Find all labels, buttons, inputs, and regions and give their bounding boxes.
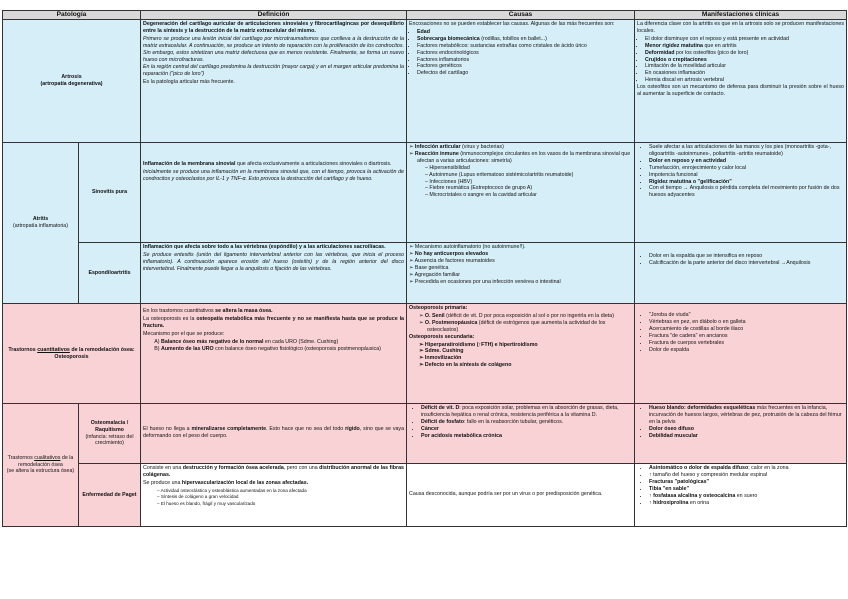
paget-def1: Consiste en una destrucción y formación ósea acelerada, pero con una distribución anormal de las fibras colágenas.	[143, 465, 404, 478]
osteoporosis-prim-list	[409, 313, 632, 334]
sinovitis-def-main: Inflamación de la membrana sinovial que afecta exclusivamente a articulaciones sinoviales o diartrosis.	[143, 161, 392, 167]
list-item: • Con el tiempo → Anquilosis o pérdida completa del movimiento por fusión de dos huesos adyacentes	[649, 185, 844, 199]
osteoporosis-manifestations	[635, 304, 847, 404]
header-row	[3, 11, 847, 20]
sinovitis-name: Sinovitis pura	[79, 143, 141, 243]
list-item: ➢ Reacción inmune (inmunocomplejos circulantes en los vasos de la membrana sinovial que afectan a varias articulaciones: simetría) – Hipersensibilidad – Autoinmune (Lupus eritematoso sistémico/artritis reumatoide) – Infecciones (HBV) – Fiebre reumática (Estreptococo de grupo A) – Microcristales o sangre en la cavidad articular	[417, 151, 632, 199]
list-item: • Crujidos o crepitaciones	[645, 57, 844, 64]
artritis-name: Atritis	[32, 216, 49, 223]
list-item: – Hipersensibilidad	[433, 165, 632, 172]
list-item: • Dolor óseo difuso	[649, 426, 844, 433]
paget-name: Enfermedad de Paget	[79, 464, 141, 527]
list-item: • Calcificación de la parte anterior del disco intervertebral →Anquilosis	[649, 260, 844, 267]
header-definicion: Definición	[141, 11, 407, 20]
list-item: • Edad	[417, 29, 632, 36]
artrosis-def-italic2: En la región central del cartílago predomina la destrucción (mayor carga) y en el margen articular predomina la reparación ("pico de loro")	[143, 64, 404, 78]
list-item: • Fracturas "patológicas"	[649, 479, 844, 486]
list-item: • Menor rigidez matutina que en artritis	[645, 43, 844, 50]
list-item: ➢ Infección articular (virus y bacterias)	[417, 144, 632, 151]
artrosis-def-last: Es la patología articular más frecuente.	[143, 79, 235, 86]
osteoporosis-definition	[141, 304, 407, 404]
list-item: • Dolor en reposo y en actividad	[649, 158, 844, 165]
list-item: • En ocasiones inflamación	[645, 70, 844, 77]
list-item: – Fiebre reumática (Estreptococo de grupo A)	[433, 185, 632, 192]
artrosis-def-italic: Primero se produce una lesión inicial del cartílago por microtraumatismos que conlleva a la destrucción de la matriz extracelular. A continuación, se produce un intento de reparación con la proliferación de los condrocitos. Sin embargo, estos sintetizan una matriz defectuosa que es menos resistente. Finalmente, se forma un nuevo hueso con microfracturas.	[143, 35, 404, 63]
artrosis-definition	[141, 20, 407, 143]
osteomalacia-sub: (infancia: retraso del crecimiento)	[85, 433, 134, 447]
osteoporosis-causes	[407, 304, 635, 404]
espondilo-causes	[407, 243, 635, 304]
artritis-sub: (artropatía inflamatoria)	[12, 223, 69, 229]
list-item: ➢ Agregación familiar	[417, 272, 632, 279]
list-item: – El hueso es blando, frágil y muy vascularizado	[165, 501, 404, 507]
list-item: • Factores genéticos	[417, 63, 632, 70]
osteoporosis-def1: En los trastornos cuantitativos se altera la masa ósea.	[143, 308, 273, 314]
sinovitis-def-italic: Inicialmente se produce una inflamación en la membrana sinovial que, con el tiempo, provoca la activación de condrocitos y osteoclastos por IL-1 y TNF-α. Esto provoca la destrucción del cartílago y de hueso.	[143, 168, 404, 182]
sinovitis-causes-list	[409, 144, 632, 199]
artrosis-causes	[407, 20, 635, 143]
espondilo-name: Espondiloartritis	[79, 243, 141, 304]
espondilo-def-bold: Inflamación que afecta sobre todo a las vértebras (espóndilo) y a las articulaciones sacroilíacas.	[143, 244, 386, 250]
paget-man-list	[637, 465, 844, 506]
list-item: A. Balance óseo más negativo de lo normal en cada URO (Sdme. Cushing)	[161, 339, 404, 346]
espondilo-man-list	[637, 253, 844, 267]
osteomalacia-def: El hueso no llega a mineralizarse completamente. Esto hace que no sea del todo rígido, sino que se vaya deformando con el peso del cuerpo.	[143, 426, 405, 439]
paget-manifestations	[635, 464, 847, 527]
list-item: ➢ Ausencia de factores reumatoides	[417, 258, 632, 265]
osteoporosis-mech-list	[143, 339, 404, 353]
pathology-table	[2, 10, 847, 527]
list-item: • Fractura de cuerpos vertebrales	[649, 340, 844, 347]
paget-def2: Se produce una hipervascularización local de las zonas afectadas.	[143, 479, 309, 486]
artrosis-name: Artrosis	[61, 74, 82, 81]
list-item: • ↑ hidroxiprolina en orina	[649, 500, 844, 507]
cualitativos-sub: (se altera la estructura ósea)	[6, 468, 75, 475]
list-item: • Suele afectar a las articulaciones de las manos y los pies (monoartritis -gota-, oligoartritis -autoinmunes-, poliartritis -artritis reumatoide)	[649, 144, 844, 158]
artrosis-causes-intro: Encosaciones no se pueden establecer las causas. Algunas de las más frecuentes son:	[409, 21, 615, 27]
sinovitis-causes	[407, 143, 635, 243]
cualitativos-name: Trastornos cualitativos de la remodelación ósea	[7, 454, 74, 468]
row-espondiloartritis	[3, 243, 847, 304]
espondilo-def-italic: Se produce entesitis (unión del ligamento intervertebral anterior con las vértebras, que inicia el proceso inflamatorio). A continuación aparece erosión del hueso (osteítis) y de la región anterior del disco intervertebral. Finalmente puede llegar a la anquilosis o fijación de las vértebras.	[143, 251, 404, 272]
osteomalacia-causes-list	[409, 405, 632, 440]
osteomalacia-definition	[141, 404, 407, 464]
list-item: • Fractura "de cadera" en ancianos	[649, 333, 844, 340]
list-item: • Factores endocrinológicos	[417, 50, 632, 57]
artrosis-causes-list	[409, 29, 632, 77]
list-item: • Dolor de espalda	[649, 347, 844, 354]
list-item: • Debilidad muscular	[649, 433, 844, 440]
osteoporosis-name-cell	[3, 304, 141, 404]
row-paget	[3, 464, 847, 527]
sinovitis-subcauses-list	[417, 165, 632, 200]
list-item: • Hueso blando: deformidades esqueléticas más frecuentes en la infancia, incurvación de huesos largos, vértebras de pez, protrusión de la cabeza del fémur en la pelvis	[649, 405, 844, 426]
artrosis-man-last: Los osteofitos son un mecanismo de defensa para disminuir la presión sobre el hueso al aumentar la superficie de contacto.	[637, 84, 844, 98]
list-item: – Infecciones (HBV)	[433, 179, 632, 186]
list-item: • Sobrecarga biomecánica (rodillas, tobillos en ballet...)	[417, 36, 632, 43]
artrosis-man-intro: La diferencia clave con la artritis es que en la artrosis solo se producen manifestaciones locales.	[637, 21, 844, 34]
artrosis-man-list	[637, 36, 844, 84]
list-item: ➢ Inmovilización	[427, 355, 632, 362]
list-item: B. Aumento de las URO con balance óseo negativo fisiológico (osteoporosis postmenopáusica)	[161, 346, 404, 353]
osteomalacia-name: Osteomalacia / Raquitismo	[90, 419, 129, 433]
osteoporosis-name2: Osteoporosis	[54, 353, 89, 360]
header-causas: Causas	[407, 11, 635, 20]
header-manifestaciones: Manifestaciones clínicas	[635, 11, 847, 20]
osteomalacia-man-list	[637, 405, 844, 440]
list-item: ➢ Sdme. Cushing	[427, 348, 632, 355]
osteomalacia-manifestations	[635, 404, 847, 464]
list-item: ➢ Mecanismo autoinflamatorio (no autoinmune!!).	[417, 244, 632, 251]
list-item: • Déficit de fosfato: fallo en la reabsorción tubular, genéticos.	[421, 419, 632, 426]
row-sinovitis	[3, 143, 847, 243]
osteomalacia-causes	[407, 404, 635, 464]
list-item: • Dolor en la espalda que se intensifica en reposo	[649, 253, 844, 260]
list-item: – Microcristales o sangre en la cavidad articular	[433, 192, 632, 199]
list-item: • Déficit de vit. D: poca exposición solar, problemas en la absorción de grasas, dieta, insuficiencia hepática o renal crónica, resistencia periférica a la vitamina D.	[421, 405, 632, 419]
row-osteomalacia	[3, 404, 847, 464]
list-item: • Factores inflamatorios	[417, 57, 632, 64]
list-item: • Defectos del cartílago	[417, 70, 632, 77]
osteoporosis-name: Trastornos cuantitativos de la remodelación ósea:	[8, 346, 135, 353]
paget-causes	[407, 464, 635, 527]
list-item: • Rigidez matutina o "gelificación"	[649, 179, 844, 186]
row-artrosis	[3, 20, 847, 143]
list-item: ➢ No hay anticuerpos elevados	[417, 251, 632, 258]
row-osteoporosis	[3, 304, 847, 404]
list-item: ➢ Base genética	[417, 265, 632, 272]
paget-definition	[141, 464, 407, 527]
osteomalacia-name-cell	[79, 404, 141, 464]
list-item: • Asintomático o dolor de espalda difuso; calor en la zona	[649, 465, 844, 472]
artrosis-def-bold: Degeneración del cartílago auricular de articulaciones sinoviales y fibrocartílagincas por desequilibrio entre la síntesis y la destrucción de la matriz extracelular del mismo.	[143, 21, 404, 34]
osteoporosis-sec-title: Osteoporosis secundaria:	[409, 333, 475, 340]
list-item: • Cáncer	[421, 426, 632, 433]
paget-causes-text: Causa desconocida, aunque podría ser por un virus o por predisposición genética.	[409, 491, 603, 498]
list-item: ➢ O. Postmenopáusica (déficit de estrógenos que aumenta la actividad de los osteoclastos)	[427, 320, 632, 334]
list-item: ➢ Defecto en la síntesis de colágeno	[427, 362, 632, 369]
list-item: • Vértebras en pez, en diábolo o en galleta	[649, 319, 844, 326]
osteoporosis-man-list	[637, 312, 844, 353]
list-item: • Tibia "en sable"	[649, 486, 844, 493]
list-item: • Tumefacción, enrojecimiento y calor local	[649, 165, 844, 172]
list-item: • ↑ tamaño del hueso y compresión medular espinal	[649, 472, 844, 479]
list-item: – Síntesis de colágeno a gran velocidad	[165, 494, 404, 500]
paget-sub-list	[143, 488, 404, 507]
osteoporosis-def3: Mecanismo por el que se produce:	[143, 330, 225, 337]
list-item: • Hernia discal en artrosis vertebral	[645, 77, 844, 84]
list-item: ➢ Hiperparatiroidismo (↑FTH) e hipertiroidismo	[427, 342, 632, 349]
espondilo-manifestations	[635, 243, 847, 304]
list-item: • Deformidad por los osteofitos (pico de loro)	[645, 50, 844, 57]
list-item: • Limitación de la movilidad articular	[645, 63, 844, 70]
artritis-name-cell	[3, 143, 79, 304]
artrosis-sub: (artropatía degenerativa)	[40, 81, 103, 87]
list-item: • "Joroba de viuda"	[649, 312, 844, 319]
osteoporosis-sec-list	[409, 342, 632, 370]
list-item: • Impotencia funcional	[649, 172, 844, 179]
espondilo-causes-list	[409, 244, 632, 285]
cualitativos-name-cell	[3, 404, 79, 527]
list-item: • ↑ fosfatasa alcalina y osteocalcina en suero	[649, 493, 844, 500]
list-item: ➢ O. Senil (déficit de vit. D por poca exposición al sol o por no ingerirla en la dieta)	[427, 313, 632, 320]
artrosis-manifestations	[635, 20, 847, 143]
sinovitis-definition	[141, 143, 407, 243]
espondilo-definition	[141, 243, 407, 304]
osteoporosis-def2: La osteoporosis es la osteopatía metabólica más frecuente y no se manifiesta hasta que se produce la fractura.	[143, 315, 405, 329]
sinovitis-man-list	[637, 144, 844, 199]
list-item: • Factores metabólicos: sustancias extrañas como cristales de ácido úrico	[417, 43, 632, 50]
artrosis-name-cell	[3, 20, 141, 143]
list-item: • Acercamiento de costillas al borde iliaco	[649, 326, 844, 333]
list-item: • El dolor disminuye con el reposo y está presente en actividad	[645, 36, 844, 43]
header-patologia: Patología	[3, 11, 141, 20]
osteoporosis-prim-title: Osteoporosis primaria:	[409, 305, 468, 311]
sinovitis-manifestations	[635, 143, 847, 243]
list-item: – Actividad osteoclástica y osteoblástica aumentadas en la zona afectada	[165, 488, 404, 494]
list-item: – Autoinmune (Lupus eritematoso sistémico/artritis reumatoide)	[433, 172, 632, 179]
list-item: • Por acidosis metabólica crónica	[421, 433, 632, 440]
list-item: ➢ Precedida en ocasiones por una infección venérea o intestinal	[417, 279, 632, 286]
